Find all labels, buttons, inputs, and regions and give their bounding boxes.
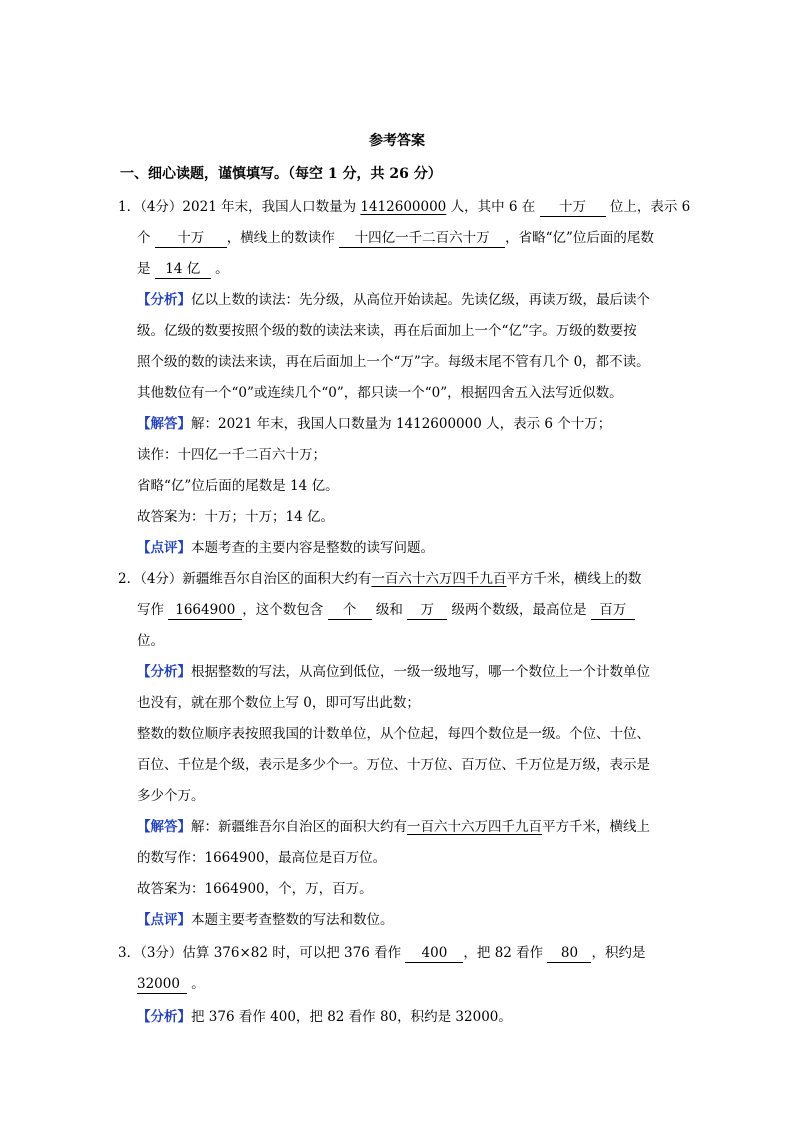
q1-comment-line: 【点评】本题考查的主要内容是整数的读写问题。	[137, 540, 434, 556]
q1-analysis-line-1: 【分析】亿以上数的读法：先分级，从高位开始读起。先读亿级，再读万级，最后读个	[137, 292, 650, 308]
q1-line-2: 个 十万 ，横线上的数读作 十四亿一千二百六十万 ，省略“亿”位后面的尾数	[137, 230, 654, 246]
q2-answer-line-2: 的数写作：1664900，最高位是百万位。	[137, 850, 387, 866]
q1-blank-2: 十万	[155, 230, 227, 248]
q1-answer-line-3: 省略“亿”位后面的尾数是 14 亿。	[137, 478, 339, 494]
q2-blank-2: 个	[328, 602, 372, 620]
q1-blank-3: 十四亿一千二百六十万	[339, 230, 505, 248]
answer-tag: 【解答】	[137, 416, 191, 432]
q3-line-1: 3．（3分）估算 376×82 时，可以把 376 看作 400 ，把 82 看作 80 ，积约是	[118, 945, 646, 961]
q3-analysis-line-1: 【分析】把 376 看作 400，把 82 看作 80，积约是 32000。	[137, 1009, 512, 1025]
q2-area-words: 一百六十六万四千九百	[371, 571, 507, 587]
q3-blank-2: 80	[547, 945, 591, 963]
q1-analysis-line-4: 其他数位有一个“0”或连续几个“0”，都只读一个“0”，根据四舍五入法写近似数。	[137, 385, 623, 401]
q2-blank-3: 万	[407, 602, 447, 620]
q2-analysis-line-5: 多少个万。	[137, 788, 205, 804]
q2-answer-line-1: 【解答】解：新疆维吾尔自治区的面积大约有一百六十六万四千九百平方千米，横线上	[137, 819, 650, 835]
comment-tag: 【点评】	[137, 540, 191, 556]
comment-tag: 【点评】	[137, 912, 191, 928]
analysis-tag: 【分析】	[137, 292, 191, 308]
q3-line-2: 32000 。	[137, 976, 205, 992]
q2-line-3: 位。	[137, 633, 164, 649]
q2-analysis-line-2: 也没有，就在那个数位上写 0，即可写出此数；	[137, 695, 420, 711]
q2-analysis-line-4: 百位、千位是个级，表示是多少个一。万位、十万位、百万位、千万位是万级，表示是	[137, 757, 650, 773]
q1-answer-line-2: 读作：十四亿一千二百六十万；	[137, 447, 326, 463]
q2-area-words-answer: 一百六十六万四千九百	[407, 819, 542, 835]
q2-answer-line-3: 故答案为：1664900，个，万，百万。	[137, 881, 373, 897]
analysis-tag: 【分析】	[137, 664, 191, 680]
q1-blank-1: 十万	[540, 199, 606, 217]
q2-analysis-line-3: 整数的数位顺序表按照我国的计数单位，从个位起，每四个数位是一级。个位、十位、	[137, 726, 650, 742]
q1-answer-line-4: 故答案为：十万；十万；14 亿。	[137, 509, 334, 525]
q1-analysis-line-2: 级。亿级的数要按照个级的数的读法来读，再在后面加上一个“亿”字。万级的数要按	[137, 323, 637, 339]
page-title: 参考答案	[369, 133, 425, 149]
q2-analysis-line-1: 【分析】根据整数的写法，从高位到低位，一级一级地写，哪一个数位上一个计数单位	[137, 664, 650, 680]
q1-line-3: 是 14 亿 。	[137, 261, 229, 277]
q2-line-1: 2．（4分）新疆维吾尔自治区的面积大约有一百六十六万四千九百平方千米，横线上的数	[118, 571, 642, 587]
q2-comment-line: 【点评】本题主要考查整数的写法和数位。	[137, 912, 394, 928]
analysis-tag: 【分析】	[137, 1009, 191, 1025]
section-heading: 一、细心读题，谨慎填写。（每空 1 分，共 26 分）	[120, 166, 442, 182]
q1-population-number: 1412600000	[360, 199, 447, 215]
q1-line-1: 1．（4分）2021 年末，我国人口数量为 1412600000 人，其中 6 在 十万 位上，表示 6	[118, 199, 691, 215]
q3-blank-3: 32000	[137, 976, 187, 994]
q1-answer-line-1: 【解答】解：2021 年末，我国人口数量为 1412600000 人，表示 6 个十万；	[137, 416, 612, 432]
answer-tag: 【解答】	[137, 819, 191, 835]
q2-line-2: 写作 1664900 ，这个数包含 个 级和 万 级两个数级，最高位是 百万	[137, 599, 635, 621]
q2-blank-4: 百万	[591, 602, 635, 620]
q3-blank-1: 400	[405, 945, 463, 963]
q1-analysis-line-3: 照个级的数的读法来读，再在后面加上一个“万”字。每级末尾不管有几个 0，都不读。	[137, 354, 650, 370]
q2-blank-1: 1664900	[168, 602, 242, 620]
q1-blank-4: 14 亿	[155, 261, 211, 279]
